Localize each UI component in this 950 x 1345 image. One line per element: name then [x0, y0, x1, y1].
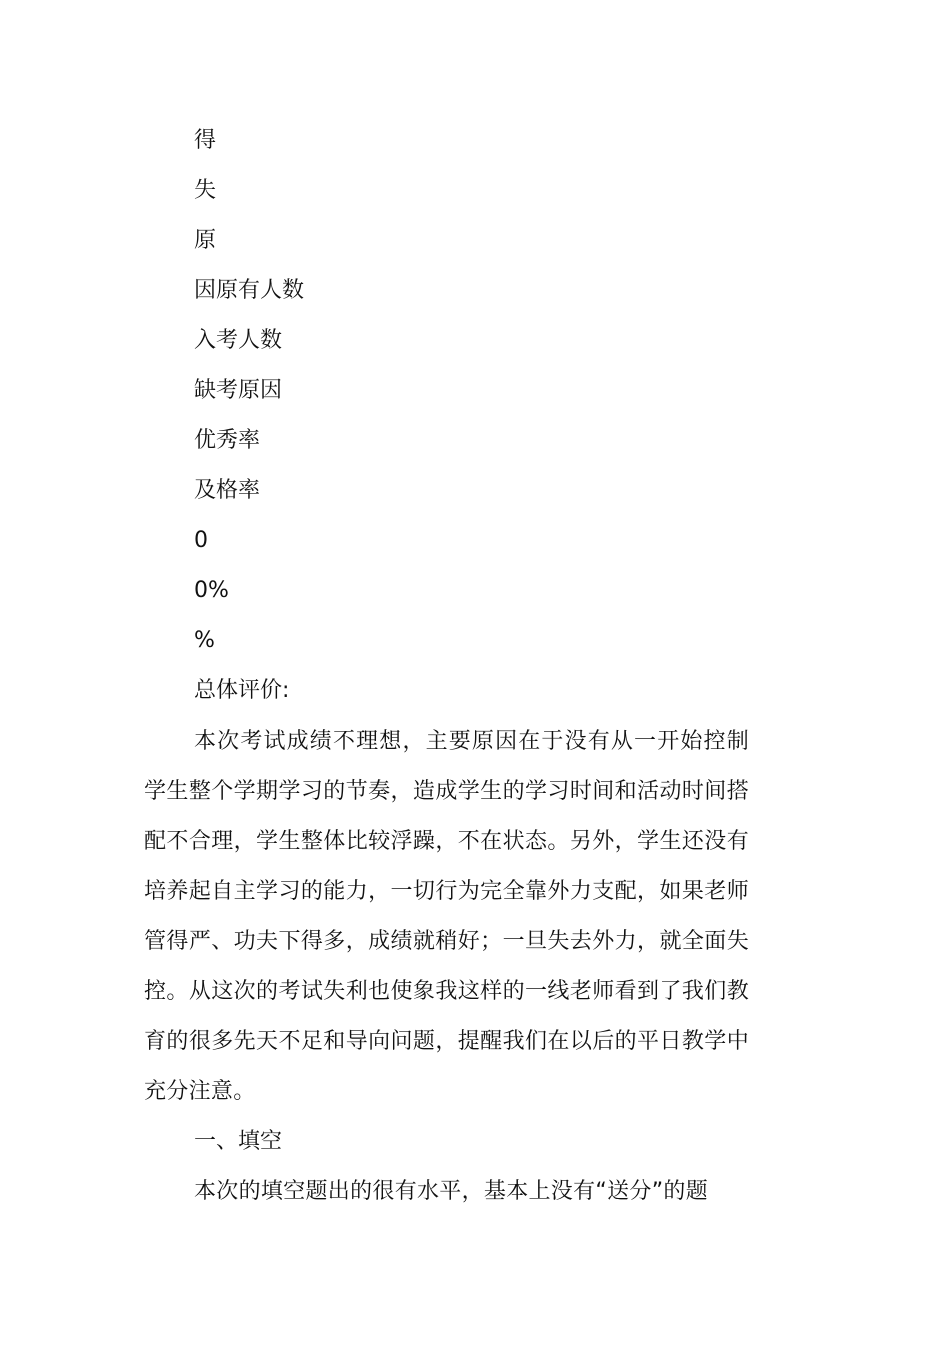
- list-item: 入考人数: [194, 328, 283, 353]
- list-item: %: [194, 628, 215, 653]
- list-item: 因原有人数: [194, 278, 305, 303]
- list-item: 缺考原因: [194, 378, 283, 403]
- list-item: 优秀率: [194, 428, 261, 453]
- overall-evaluation-label: 总体评价:: [194, 678, 290, 703]
- fill-in-blank-paragraph: 本次的填空题出的很有水平，基本上没有“送分”的题: [194, 1179, 708, 1204]
- list-item: 0%: [194, 578, 229, 603]
- overall-evaluation-paragraph: 本次考试成绩不理想，主要原因在于没有从一开始控制学生整个学期学习的节奏，造成学生的学习时间和活动时间搭配不合理，学生整体比较浮躁，不在状态。另外，学生还没有培养起自主学习的能力，一切行为完全靠外力支配，如果老师管得严、功夫下得多，成绩就稍好；一旦失去外力，就全面失控。从这次的考试失利也使象我这样的一线老师看到了我们教育的很多先天不足和导向问题，提醒我们在以后的平日教学中充分注意。: [144, 729, 749, 1104]
- list-item: 失: [194, 178, 217, 203]
- score-summary-list: [194, 124, 304, 724]
- list-item: 原: [194, 228, 217, 253]
- list-item: 0: [194, 528, 208, 553]
- list-item: 得: [194, 128, 217, 153]
- list-item: 及格率: [194, 478, 261, 503]
- section-heading-fill-in-blank: 一、填空: [194, 1129, 283, 1154]
